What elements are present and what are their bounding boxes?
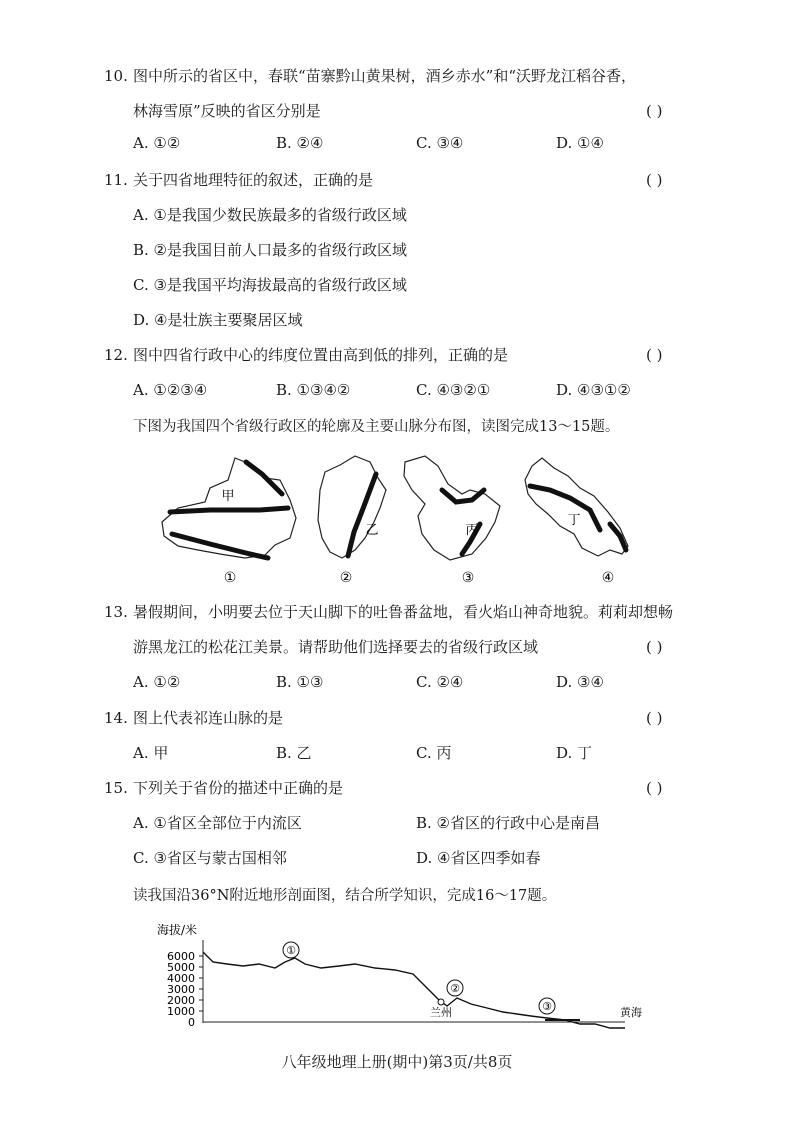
option-d: D. 丁 [556,744,593,762]
ytick: 0 [188,1016,195,1029]
question-text: 图上代表祁连山脉的是 [133,709,284,727]
map-4-outline [525,458,628,556]
profile-marker-3: ③ [542,1000,552,1013]
mountain-range [170,508,288,512]
question-number: 14. [104,709,128,727]
mountain-label-ding: 丁 [567,513,581,528]
profile-marker-1: ① [286,944,296,957]
ytick: 6000 [167,950,195,963]
option-c: C. ③④ [416,134,464,152]
option-a: A. ①② [133,673,181,691]
question-text: 林海雪原”反映的省区分别是 [133,102,321,120]
option-c: C. 丙 [416,744,452,762]
option-a: A. ①省区全部位于内流区 [133,814,302,832]
question-number: 15. [104,779,128,797]
ytick: 3000 [167,983,195,996]
option-b: B. ②是我国目前人口最多的省级行政区域 [133,241,408,259]
option-d: D. ④③①② [556,381,631,399]
answer-blank: ( ) [646,102,663,120]
map-number-2: ② [339,570,353,586]
answer-blank: ( ) [646,709,663,727]
answer-blank: ( ) [646,638,663,656]
option-a: A. ①② [133,134,181,152]
profile-intro-text: 读我国沿36°N附近地形剖面图，结合所学知识，完成16～17题。 [133,888,557,904]
question-text: 暑假期间，小明要去位于天山脚下的吐鲁番盆地，看火焰山神奇地貌。莉莉却想畅 [133,603,674,621]
mountain-label-yi: 乙 [365,523,379,538]
option-b: B. ①③④② [276,381,351,399]
map-intro-text: 下图为我国四个省级行政区的轮廓及主要山脉分布图，读图完成13～15题。 [133,419,620,435]
ytick: 4000 [167,972,195,985]
terrain-profile-line [203,952,625,1028]
question-number: 13. [104,603,128,621]
profile-sea-label: 黄海 [620,1006,642,1019]
ytick: 2000 [167,994,195,1007]
map-number-1: ① [223,570,237,586]
option-c: C. ③是我国平均海拔最高的省级行政区域 [133,276,407,294]
question-number: 10. [104,67,128,85]
mountain-range [348,474,379,556]
province-outline-maps [150,450,670,590]
profile-marker-2: ② [450,982,460,995]
question-number: 12. [104,346,128,364]
option-d: D. ④是壮族主要聚居区域 [133,311,303,329]
mountain-label-jia: 甲 [221,489,235,504]
option-d: D. ④省区四季如春 [416,849,541,867]
page-footer: 八年级地理上册(期中)第3页/共8页 [281,1053,513,1071]
question-text: 图中所示的省区中，春联“苗寨黔山黄果树，酒乡赤水”和“沃野龙江稻谷香， [133,67,637,85]
option-a: A. ①②③④ [133,381,208,399]
map-3-outline [404,456,500,560]
ytick: 5000 [167,961,195,974]
option-b: B. ①③ [276,673,324,691]
option-d: D. ③④ [556,673,604,691]
option-b: B. 乙 [276,744,312,762]
mountain-range [246,462,282,494]
answer-blank: ( ) [646,171,663,189]
answer-blank: ( ) [646,779,663,797]
profile-ylabel: 海拔/米 [157,923,198,937]
question-number: 11. [104,171,128,189]
option-c: C. ③省区与蒙古国相邻 [133,849,287,867]
mountain-label-bing: 丙 [465,523,479,538]
map-number-3: ③ [461,570,475,586]
question-text: 下列关于省份的描述中正确的是 [133,779,344,797]
question-text: 关于四省地理特征的叙述，正确的是 [133,171,374,189]
option-b: B. ②④ [276,134,324,152]
terrain-profile-chart [155,920,650,1040]
option-c: C. ②④ [416,673,464,691]
profile-city-label: 兰州 [430,1006,452,1019]
map-number-4: ④ [601,570,615,586]
answer-blank: ( ) [646,346,663,364]
ytick: 1000 [167,1005,195,1018]
option-d: D. ①④ [556,134,604,152]
option-a: A. ①是我国少数民族最多的省级行政区域 [133,206,407,224]
option-b: B. ②省区的行政中心是南昌 [416,814,601,832]
question-text: 图中四省行政中心的纬度位置由高到低的排列，正确的是 [133,346,509,364]
question-text: 游黑龙江的松花江美景。请帮助他们选择要去的省级行政区域 [133,638,539,656]
option-a: A. 甲 [133,744,169,762]
option-c: C. ④③②① [416,381,491,399]
